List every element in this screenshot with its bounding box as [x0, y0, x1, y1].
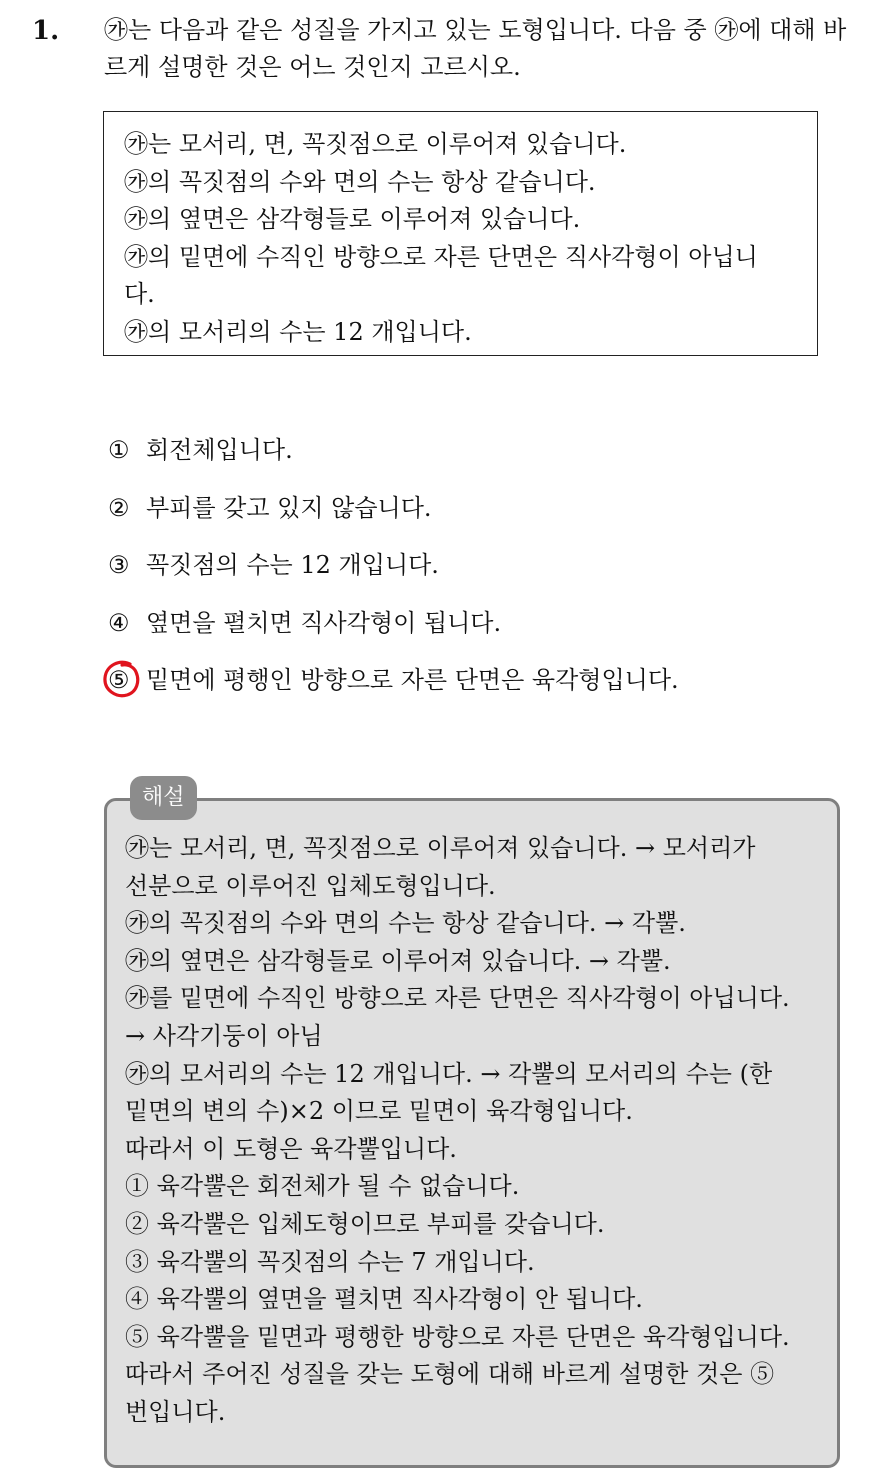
explanation-line: ④ 육각뿔의 옆면을 펼치면 직사각형이 안 됩니다.	[125, 1285, 643, 1314]
condition-line: 다.	[124, 280, 155, 308]
condition-line: ㉮의 모서리의 수는 12 개입니다.	[124, 317, 472, 346]
choice-5[interactable]	[108, 662, 679, 720]
choice-number: ④	[108, 608, 130, 637]
explanation-line: ㉮의 옆면은 삼각형들로 이루어져 있습니다. → 각뿔.	[125, 946, 671, 975]
choice-text: 옆면을 펼치면 직사각형이 됩니다.	[146, 608, 502, 637]
choice-1[interactable]	[108, 432, 679, 490]
explanation-text	[125, 830, 831, 1432]
question-text: ㉮는 다음과 같은 성질을 가지고 있는 도형입니다. 다음 중 ㉮에 대해 바르게 설명한 것은 어느 것인지 고르시오.	[104, 16, 847, 81]
explanation-line: 번입니다.	[125, 1397, 226, 1426]
explanation-line: → 사각기둥이 아님	[125, 1021, 323, 1050]
conditions-box	[103, 111, 818, 356]
explanation-line: ㉮를 밑면에 수직인 방향으로 자른 단면은 직사각형이 아닙니다.	[125, 984, 790, 1013]
condition-line: ㉮의 옆면은 삼각형들로 이루어져 있습니다.	[124, 205, 581, 233]
choice-4[interactable]	[108, 605, 679, 663]
condition-line: ㉮는 모서리, 면, 꼭짓점으로 이루어져 있습니다.	[124, 130, 627, 158]
condition-line: ㉮의 밑면에 수직인 방향으로 자른 단면은 직사각형이 아닙니	[124, 242, 758, 271]
explanation-line: ① 육각뿔은 회전체가 될 수 없습니다.	[125, 1172, 520, 1201]
explanation-line: 밑면의 변의 수)×2 이므로 밑면이 육각형입니다.	[125, 1097, 633, 1126]
choice-number: ③	[108, 551, 130, 579]
explanation-line: 선분으로 이루어진 입체도형입니다.	[125, 871, 496, 900]
choice-number: ⑤	[108, 666, 130, 694]
condition-line: ㉮의 꼭짓점의 수와 면의 수는 항상 같습니다.	[124, 167, 596, 196]
choice-text: 부피를 갖고 있지 않습니다.	[146, 493, 432, 522]
explanation-line: 따라서 주어진 성질을 갖는 도형에 대해 바르게 설명한 것은 ⑤	[125, 1360, 775, 1389]
choice-number: ①	[108, 436, 130, 464]
explanation-line: ㉮는 모서리, 면, 꼭짓점으로 이루어져 있습니다. → 모서리가	[125, 834, 756, 862]
choice-text: 회전체입니다.	[146, 436, 293, 464]
explanation-line: ③ 육각뿔의 꼭짓점의 수는 7 개입니다.	[125, 1247, 535, 1276]
choice-3[interactable]	[108, 547, 679, 605]
choice-text: 밑면에 평행인 방향으로 자른 단면은 육각형입니다.	[146, 666, 679, 694]
explanation-tag: 해설	[130, 776, 197, 820]
answer-mark-circle-icon	[100, 657, 144, 701]
explanation-line: 따라서 이 도형은 육각뿔입니다.	[125, 1134, 457, 1163]
question-number: 1.	[32, 16, 60, 46]
explanation-line: ② 육각뿔은 입체도형이므로 부피를 갖습니다.	[125, 1209, 605, 1238]
answer-choices	[108, 432, 679, 720]
choice-number: ②	[108, 493, 130, 522]
choice-2[interactable]	[108, 490, 679, 548]
explanation-line: ⑤ 육각뿔을 밑면과 평행한 방향으로 자른 단면은 육각형입니다.	[125, 1322, 790, 1351]
explanation-line: ㉮의 모서리의 수는 12 개입니다. → 각뿔의 모서리의 수는 (한	[125, 1059, 773, 1088]
explanation-line: ㉮의 꼭짓점의 수와 면의 수는 항상 같습니다. → 각뿔.	[125, 909, 686, 938]
choice-text: 꼭짓점의 수는 12 개입니다.	[146, 551, 439, 579]
